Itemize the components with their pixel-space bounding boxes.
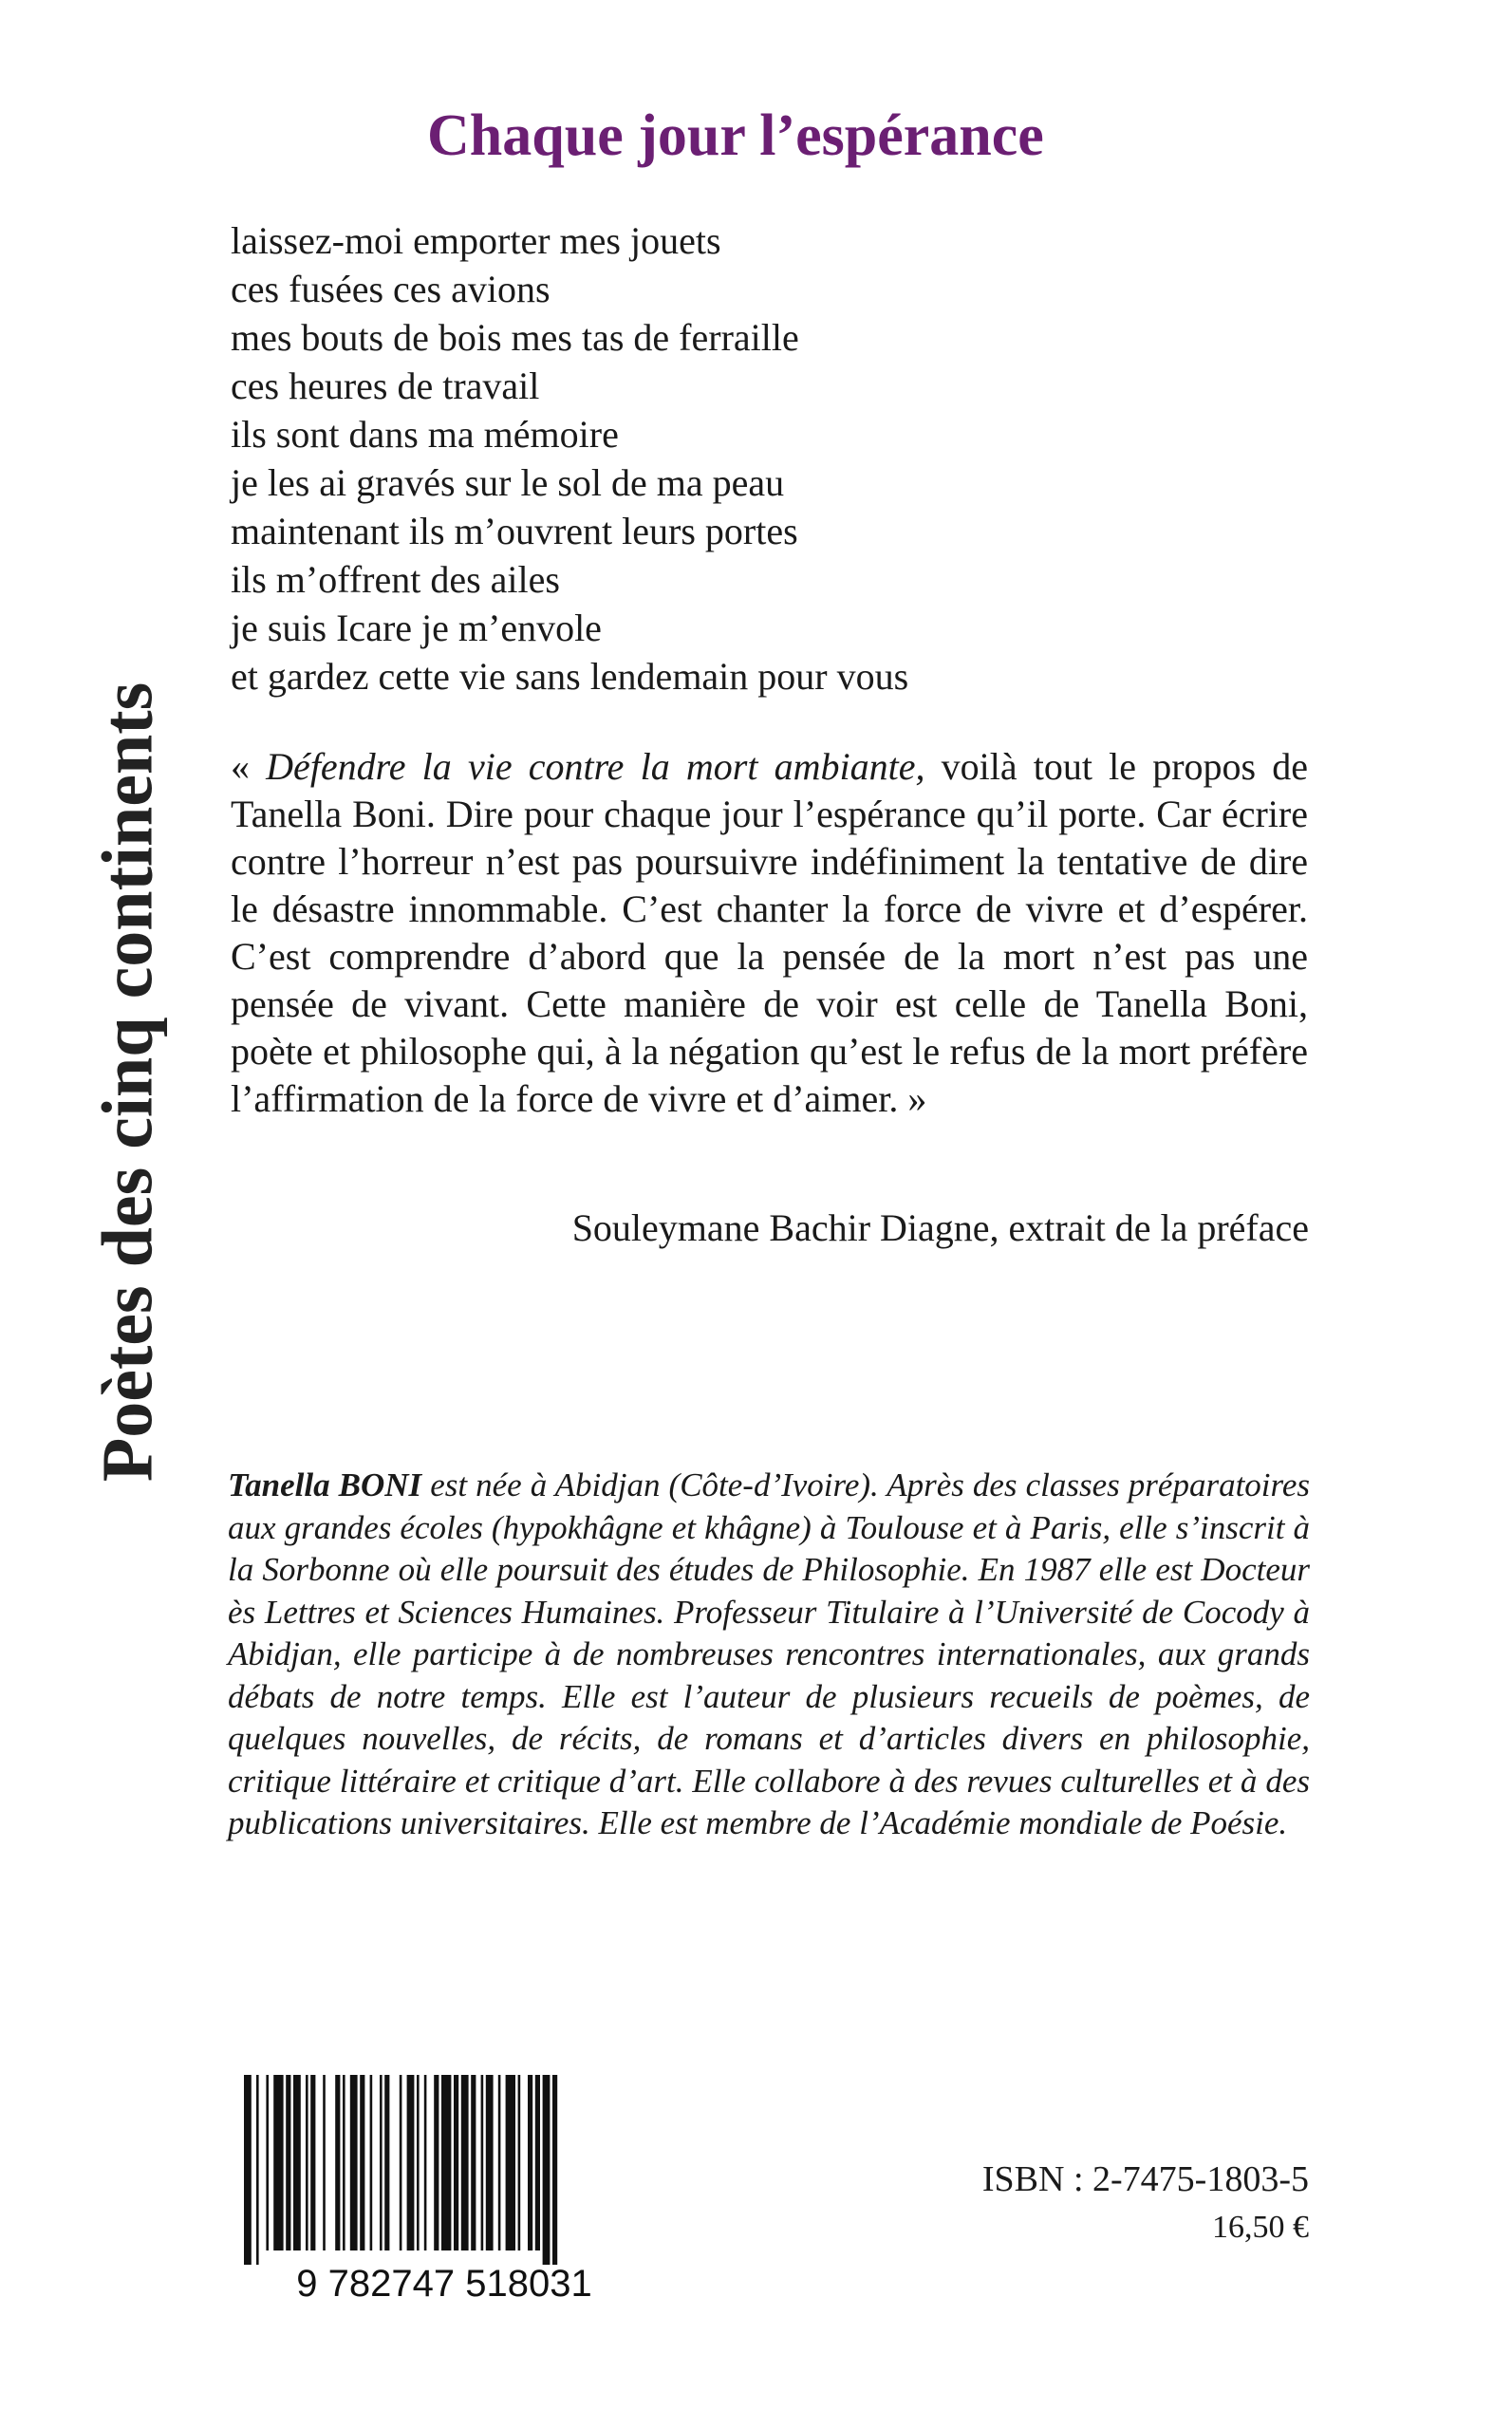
barcode-bar (370, 2075, 373, 2250)
barcode-number: 9 782747 518031 (296, 2263, 592, 2303)
quote-italic: Défendre la vie contre la mort ambiante, (266, 745, 925, 788)
barcode-bar (543, 2075, 551, 2265)
barcode-bar (506, 2075, 515, 2250)
barcode-bar (434, 2075, 439, 2250)
series-title-text: Poètes des cinq continents (87, 682, 168, 1483)
author-name: Tanella BONI (228, 1466, 422, 1503)
poem-line: laissez-moi emporter mes jouets (231, 219, 721, 262)
barcode-bar (323, 2075, 326, 2250)
book-title: Chaque jour l’espérance (427, 103, 1044, 168)
barcode-bar (441, 2075, 451, 2250)
poem-line: ils sont dans ma mémoire (231, 413, 619, 456)
barcode-bar (535, 2075, 540, 2250)
poem-line: et gardez cette vie sans lendemain pour vous (231, 655, 909, 698)
barcode-bar (498, 2075, 501, 2250)
isbn: ISBN : 2-7475-1803-5 (981, 2159, 1309, 2199)
barcode-bar (454, 2075, 458, 2250)
barcode-bar (384, 2075, 389, 2250)
barcode-bar (306, 2075, 308, 2250)
poem-line: je les ai gravés sur le sol de ma peau (231, 461, 785, 504)
barcode-bar (528, 2075, 532, 2250)
author-bio (228, 1465, 1310, 1845)
barcode-bar (407, 2075, 415, 2250)
poem-line: mes bouts de bois mes tas de ferraille (231, 316, 799, 359)
barcode-bars (244, 2075, 557, 2265)
quote-open: « (231, 745, 267, 788)
barcode-bar (380, 2075, 383, 2250)
barcode-bar (424, 2075, 427, 2250)
quote-attribution: Souleymane Bachir Diagne, extrait de la préface (571, 1206, 1309, 1249)
poem-line: ils m’offrent des ailes (231, 558, 560, 601)
barcode-bar (471, 2075, 476, 2250)
barcode (231, 2075, 658, 2303)
barcode-bar (400, 2075, 402, 2250)
barcode-bar (481, 2075, 484, 2250)
barcode-bar (518, 2075, 521, 2250)
author-bio-text: est née à Abidjan (Côte-d’Ivoire). Après des classes préparatoires aux grandes écoles (hypokhâgne et khâgne) à Toulouse et à Paris, elle s’inscrit à la Sorbonne où elle poursuit des études de Philosophie. En 1987 elle est Docteur ès Lettres et Sciences Humaines. Professeur Titulaire à l’Université de Cocody à Abidjan, elle participe à de nombreuses rencontres internationales, aux grands débats de notre temps. Elle est l’auteur de plusieurs recueils de poèmes, de quelques nouvelles, de récits, de romans et d’articles divers en philosophie, critique littéraire et critique d’art. Elle collabore à des revues culturelles et à des publications universitaires. Elle est membre de l’Académie mondiale de Poésie. (228, 1466, 1310, 1841)
barcode-bar (286, 2075, 290, 2250)
barcode-bar (343, 2075, 345, 2250)
poem-excerpt (231, 216, 1313, 700)
barcode-bar (552, 2075, 557, 2265)
barcode-bar (417, 2075, 420, 2250)
barcode-bar (293, 2075, 301, 2250)
poem-line: ces heures de travail (231, 364, 540, 407)
barcode-bar (244, 2075, 252, 2265)
barcode-bar (461, 2075, 469, 2250)
barcode-bar (350, 2075, 358, 2250)
barcode-bar (273, 2075, 283, 2250)
barcode-bar (310, 2075, 315, 2250)
price: 16,50 € (1212, 2210, 1309, 2245)
barcode-bar (335, 2075, 340, 2250)
barcode-bar (256, 2075, 259, 2265)
poem-line: je suis Icare je m’envole (231, 607, 602, 649)
barcode-bar (486, 2075, 494, 2250)
barcode-bar (266, 2075, 269, 2250)
preface-quote (231, 743, 1308, 1123)
barcode-bar (360, 2075, 364, 2250)
quote-body: voilà tout le propos de Tanella Boni. Dire pour chaque jour l’espérance qu’il porte. Car écrire contre l’horreur n’est pas poursuivre indéfiniment la tentative de dire le désastre innommable. C’est chanter la force de vivre et d’espérer. C’est comprendre d’abord que la pensée de la mort n’est pas une pensée de vivant. Cette manière de voir est celle de Tanella Boni, poète et philosophe qui, à la négation qu’est le refus de la mort préfère l’affirmation de la force de vivre et d’aimer. » (231, 745, 1309, 1120)
poem-line: ces fusées ces avions (231, 268, 551, 310)
poem-line: maintenant ils m’ouvrent leurs portes (231, 510, 798, 552)
